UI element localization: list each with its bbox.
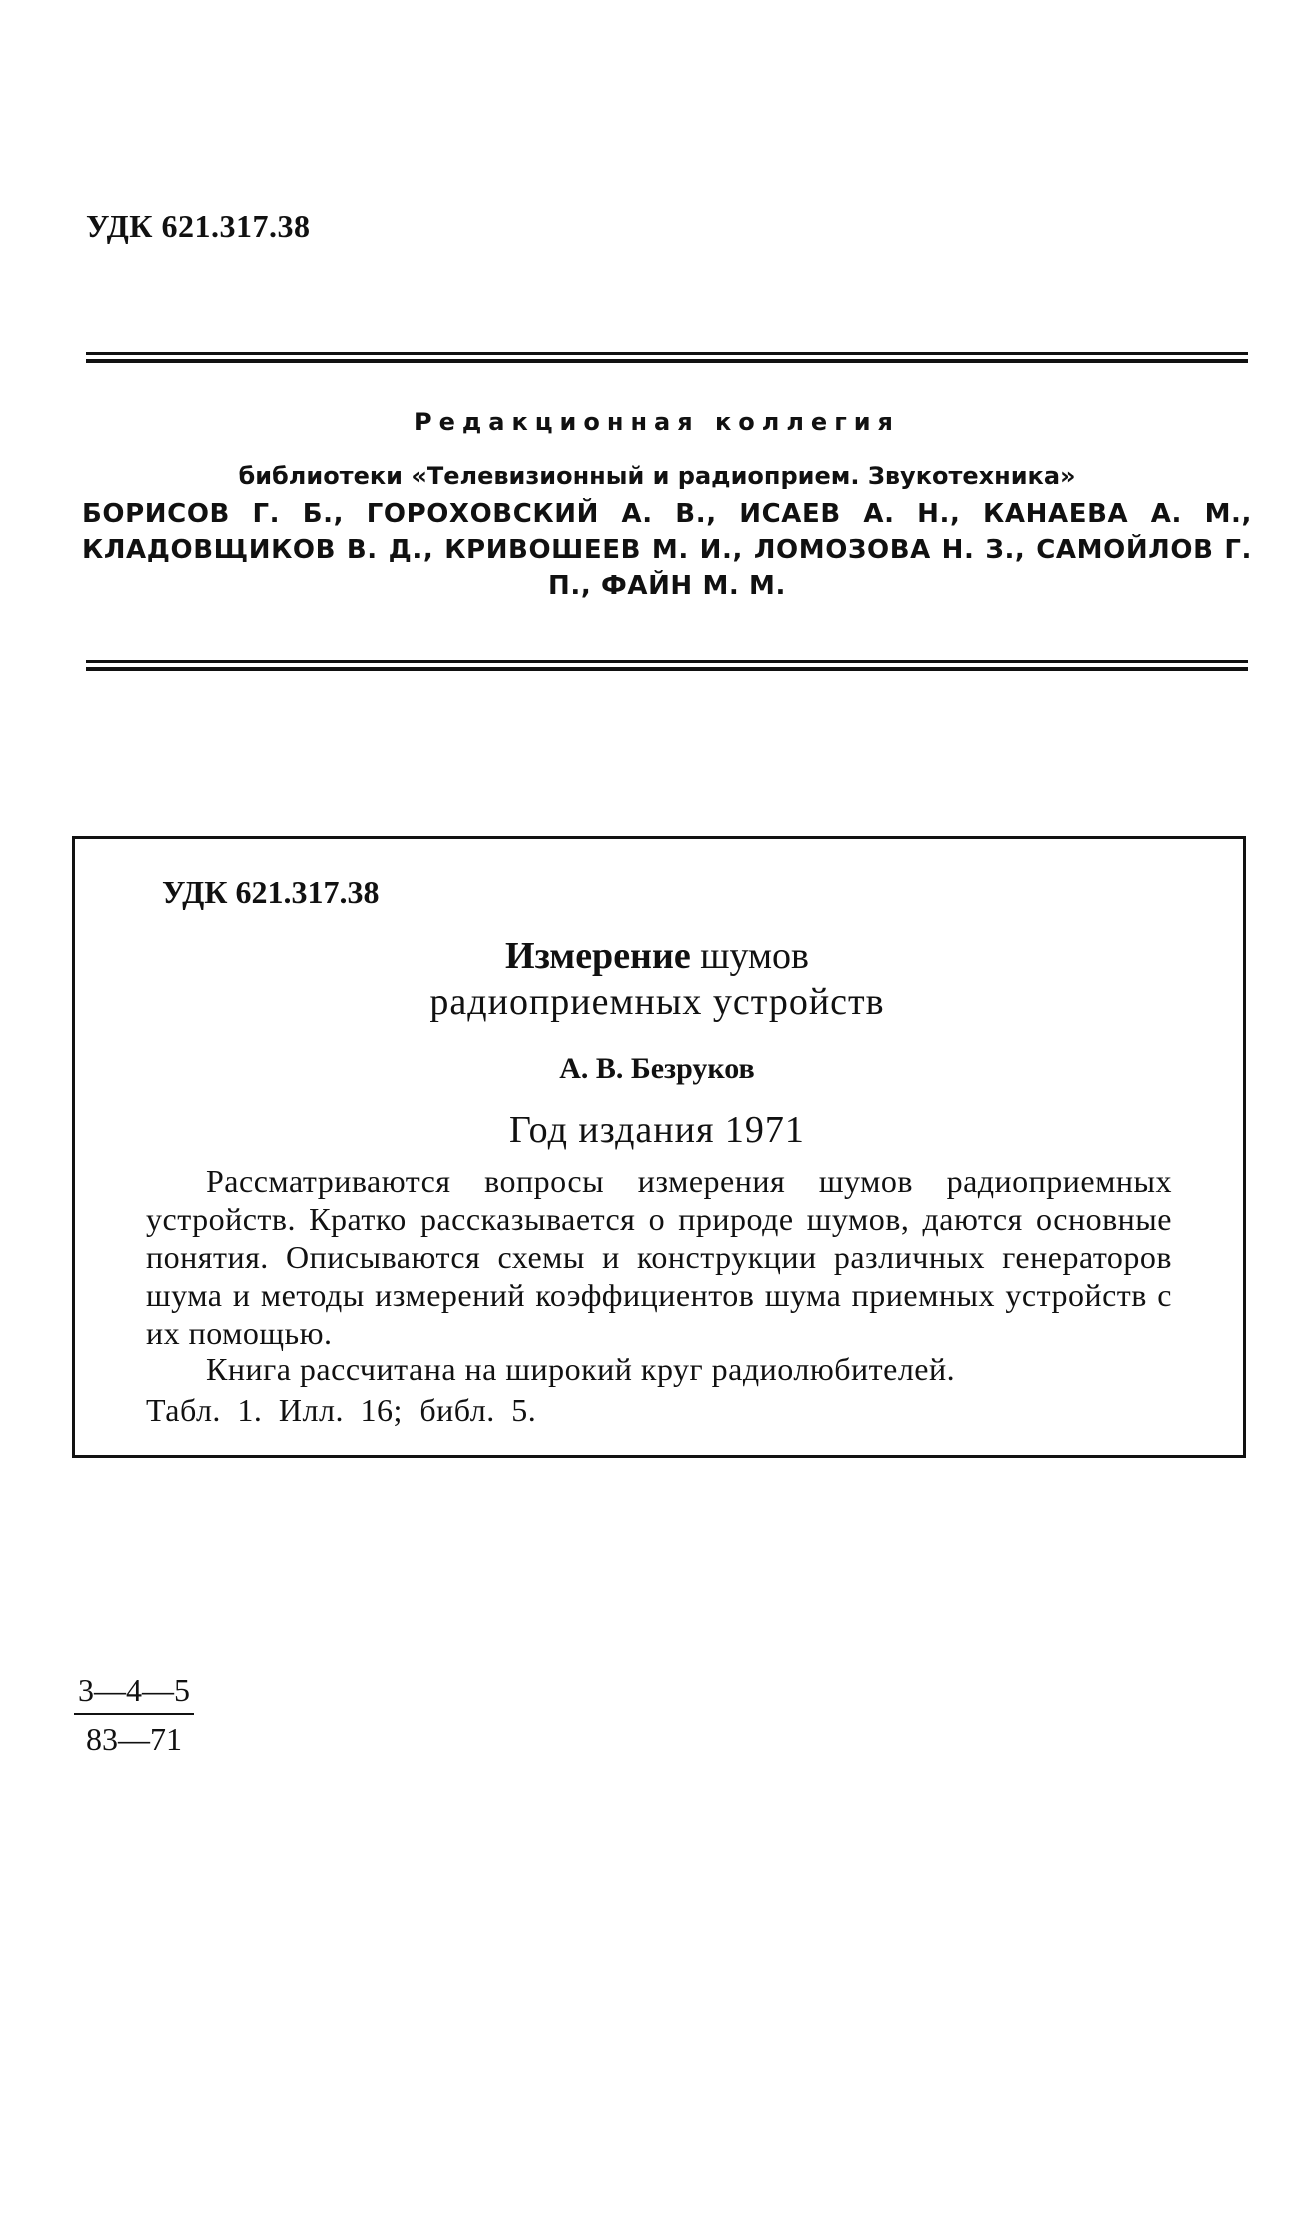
divider-top xyxy=(86,352,1248,364)
card-udk-code: УДК 621.317.38 xyxy=(162,874,380,910)
udk-code: УДК 621.317.38 xyxy=(86,208,311,244)
book-abstract: Рассматриваются вопросы измерения шумов радиоприемных устройств. Кратко рассказывается о природе шумов, даются основные понятия. Описываются схемы и конструкции различных генераторов шума и методы измерений коэффициентов шума приемных устройств с их помощью. xyxy=(146,1163,1172,1351)
index-code xyxy=(74,1672,194,1758)
editorial-board-series: библиотеки «Телевизионный и радиоприем. Звукотехника» xyxy=(238,462,1076,490)
index-code-numerator: 3—4—5 xyxy=(78,1672,190,1708)
editorial-board-heading: Редакционная коллегия xyxy=(414,408,900,436)
book-title-line2: радиоприемных устройств xyxy=(429,981,885,1023)
index-code-fraction-bar xyxy=(74,1713,194,1715)
book-title-rest: шумов xyxy=(700,935,809,977)
index-code-denominator: 83—71 xyxy=(86,1721,182,1757)
book-stats: Табл. 1. Илл. 16; библ. 5. xyxy=(146,1392,537,1428)
editorial-board-members: БОРИСОВ Г. Б., ГОРОХОВСКИЙ А. В., ИСАЕВ А. Н., КАНАЕВА А. М., КЛАДОВЩИКОВ В. Д., КРИВОШЕЕВ М. И., ЛОМОЗОВА Н. З., САМОЙЛОВ Г. П., ФАЙН М. М. xyxy=(82,499,1252,601)
book-title-line1 xyxy=(0,934,1314,978)
book-author: А. В. Безруков xyxy=(559,1052,755,1085)
divider-bottom xyxy=(86,660,1248,672)
book-title-bold: Измерение xyxy=(505,935,691,977)
audience-note: Книга рассчитана на широкий круг радиолюбителей. xyxy=(206,1351,956,1387)
publication-year: Год издания 1971 xyxy=(509,1109,805,1151)
